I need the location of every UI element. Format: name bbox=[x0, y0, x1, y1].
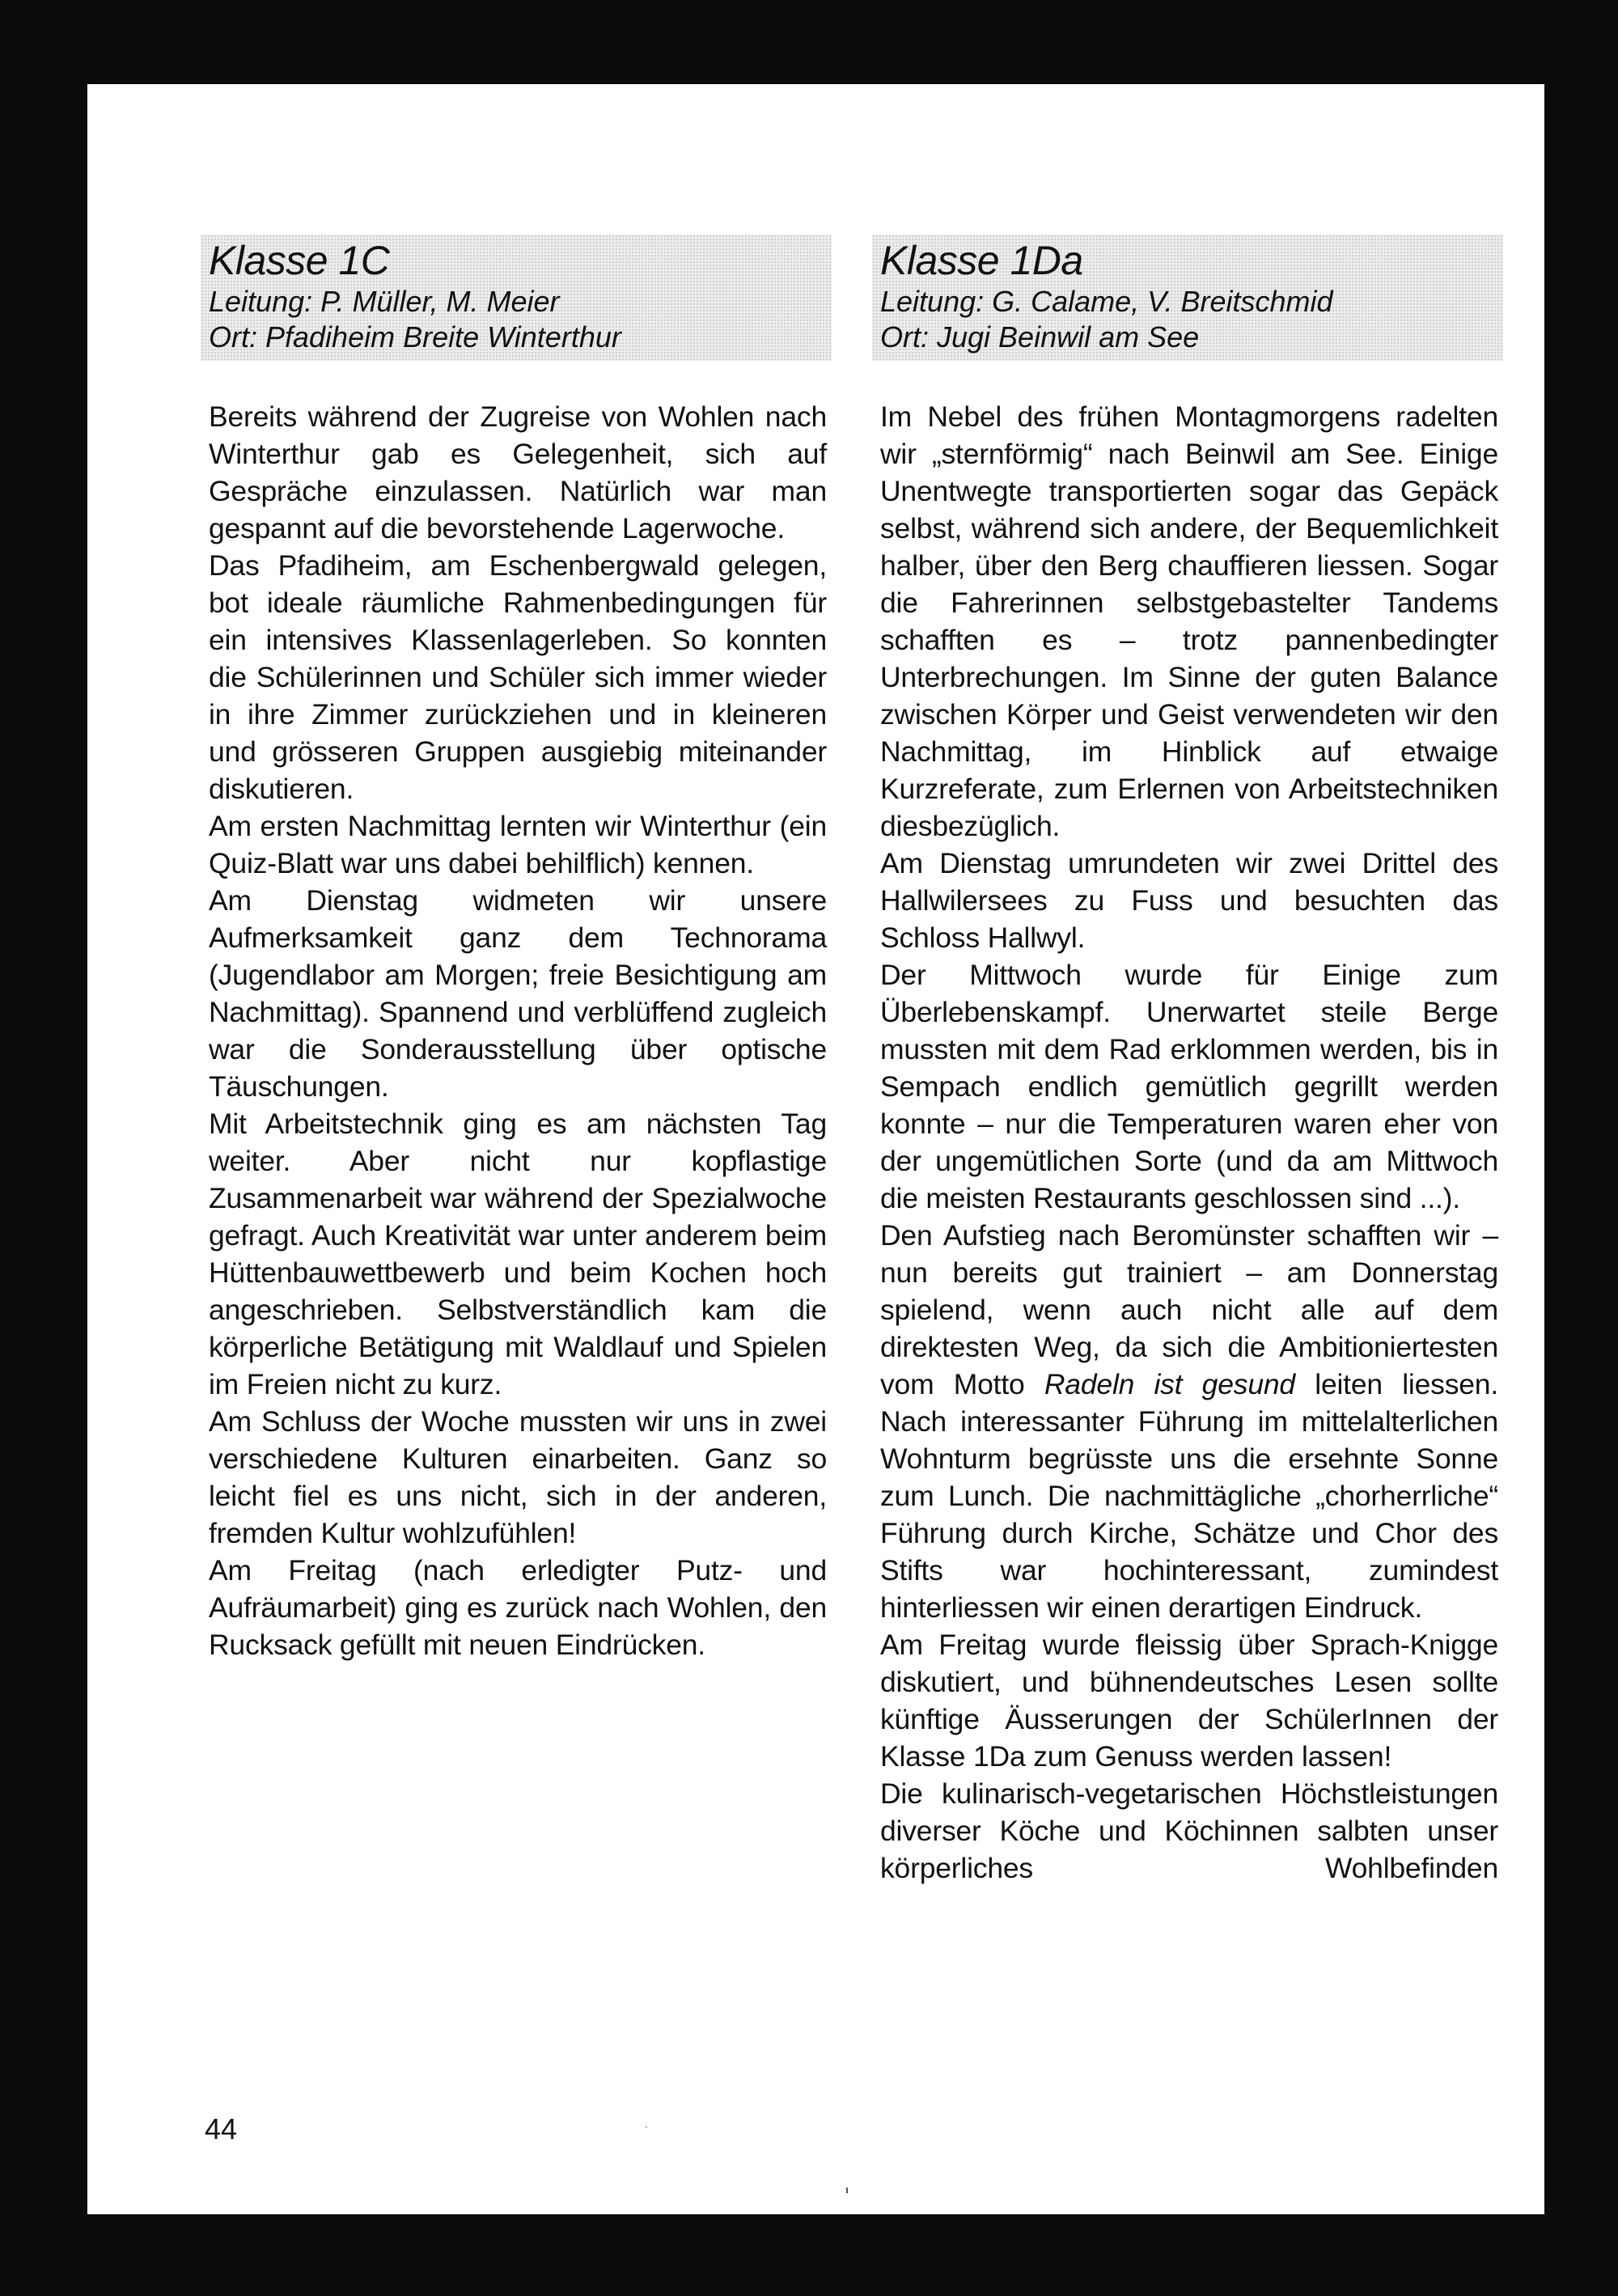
article-title: Klasse 1C bbox=[209, 238, 390, 283]
paragraph: Bereits während der Zugreise von Wohlen nach Winterthur gab es Gelegenheit, sich auf Gespräche einzulassen. Natürlich war man gespannt auf die bevorstehende Lagerwoche. bbox=[209, 400, 827, 544]
paragraph: Der Mittwoch wurde für Einige zum Überlebenskampf. Unerwartet steile Berge mussten mit dem Rad erklommen werden, bis in Sempach endlich gemütlich gegrillt werden konnte – nur die Temperaturen waren eher von der ungemütlichen Sorte (und da am Mittwoch die meisten Restaurants geschlossen sind ...). bbox=[880, 959, 1498, 1214]
paragraph: Am Dienstag widmeten wir unsere Aufmerksamkeit ganz dem Technorama (Jugendlabor am Morgen; freie Besichtigung am Nachmittag). Spannend und verblüffend zugleich war die Sonderausstellung über optische Täuschungen. bbox=[209, 884, 827, 1103]
paragraph: Am ersten Nachmittag lernten wir Winterthur (ein Quiz-Blatt war uns dabei behilflich) kennen. bbox=[209, 810, 827, 879]
scan-speck bbox=[646, 2126, 647, 2128]
page-number: 44 bbox=[205, 2112, 238, 2146]
paragraph bbox=[880, 1217, 1498, 1626]
article-ort: Ort: Pfadiheim Breite Winterthur bbox=[209, 320, 621, 354]
article-header bbox=[201, 235, 832, 361]
paragraph: Das Pfadiheim, am Eschenbergwald gelegen, bot ideale räumliche Rahmenbedingungen für ein intensives Klassenlagerleben. So konnten die Schülerinnen und Schüler sich immer wieder in ihre Zimmer zurückziehen und in kleineren und grösseren Gruppen ausgiebig miteinander diskutieren. bbox=[209, 549, 827, 805]
paragraph: Am Dienstag umrundeten wir zwei Drittel des Hallwilersees zu Fuss und besuchten das Schloss Hallwyl. bbox=[880, 847, 1498, 954]
motto-emphasis: Radeln ist gesund bbox=[1044, 1368, 1295, 1400]
paragraph: Die kulinarisch-vegetarischen Höchstleistungen diverser Köche und Köchinnen salbten unser körperliches Wohlbefinden bbox=[880, 1777, 1498, 1884]
paragraph: Im Nebel des frühen Montagmorgens radelten wir „sternförmig“ nach Beinwil am See. Einige Unentwegte transportierten sogar das Gepäck selbst, während sich andere, der Bequemlichkeit halber, über den Berg chauffieren liessen. Sogar die Fahrerinnen selbstgebastelter Tandems schafften es – trotz pannenbedingter Unterbrechungen. Im Sinne der guten Balance zwischen Körper und Geist verwendeten wir den Nachmittag, im Hinblick auf etwaige Kurzreferate, zum Erlernen von Arbeitstechniken diesbezüglich. bbox=[880, 400, 1498, 842]
paragraph: Am Freitag wurde fleissig über Sprach-Knigge diskutiert, und bühnendeutsches Lesen sollte künftige Äusserungen der SchülerInnen der Klasse 1Da zum Genuss werden lassen! bbox=[880, 1629, 1498, 1773]
article-body bbox=[880, 398, 1498, 1887]
article-title: Klasse 1Da bbox=[880, 238, 1083, 283]
scan-speck bbox=[846, 2188, 848, 2193]
paragraph-text: leiten liessen. Nach interessanter Führung im mittelalterlichen Wohnturm begrüsste uns die ersehnte Sonne zum Lunch. Die nachmittägliche „chorherrliche“ Führung durch Kirche, Schätze und Chor des Stifts war hochinteressant, zumindest hinterliessen wir einen derartigen Eindruck. bbox=[880, 1368, 1499, 1624]
paragraph: Mit Arbeitstechnik ging es am nächsten Tag weiter. Aber nicht nur kopflastige Zusammenarbeit war während der Spezialwoche gefragt. Auch Kreativität war unter anderem beim Hüttenbauwettbewerb und beim Kochen hoch angeschrieben. Selbstverständlich kam die körperliche Betätigung mit Waldlauf und Spielen im Freien nicht zu kurz. bbox=[209, 1108, 827, 1400]
article-leitung: Leitung: G. Calame, V. Breitschmid bbox=[880, 285, 1333, 318]
document-page bbox=[87, 84, 1544, 2214]
article-body bbox=[209, 398, 827, 1663]
article-header bbox=[872, 235, 1503, 361]
paragraph: Am Schluss der Woche mussten wir uns in zwei verschiedene Kulturen einarbeiten. Ganz so leicht fiel es uns nicht, sich in der anderen, fremden Kultur wohlzufühlen! bbox=[209, 1405, 827, 1549]
paragraph-text: Den Aufstieg nach Beromünster schafften wir – nun bereits gut trainiert – am Donnerstag spielend, wenn auch nicht alle auf dem direktesten Weg, da sich die Ambitioniertesten vom Motto bbox=[880, 1219, 1498, 1400]
article-ort: Ort: Jugi Beinwil am See bbox=[880, 320, 1200, 354]
article-leitung: Leitung: P. Müller, M. Meier bbox=[209, 285, 560, 318]
paragraph: Am Freitag (nach erledigter Putz- und Aufräumarbeit) ging es zurück nach Wohlen, den Rucksack gefüllt mit neuen Eindrücken. bbox=[209, 1554, 827, 1661]
